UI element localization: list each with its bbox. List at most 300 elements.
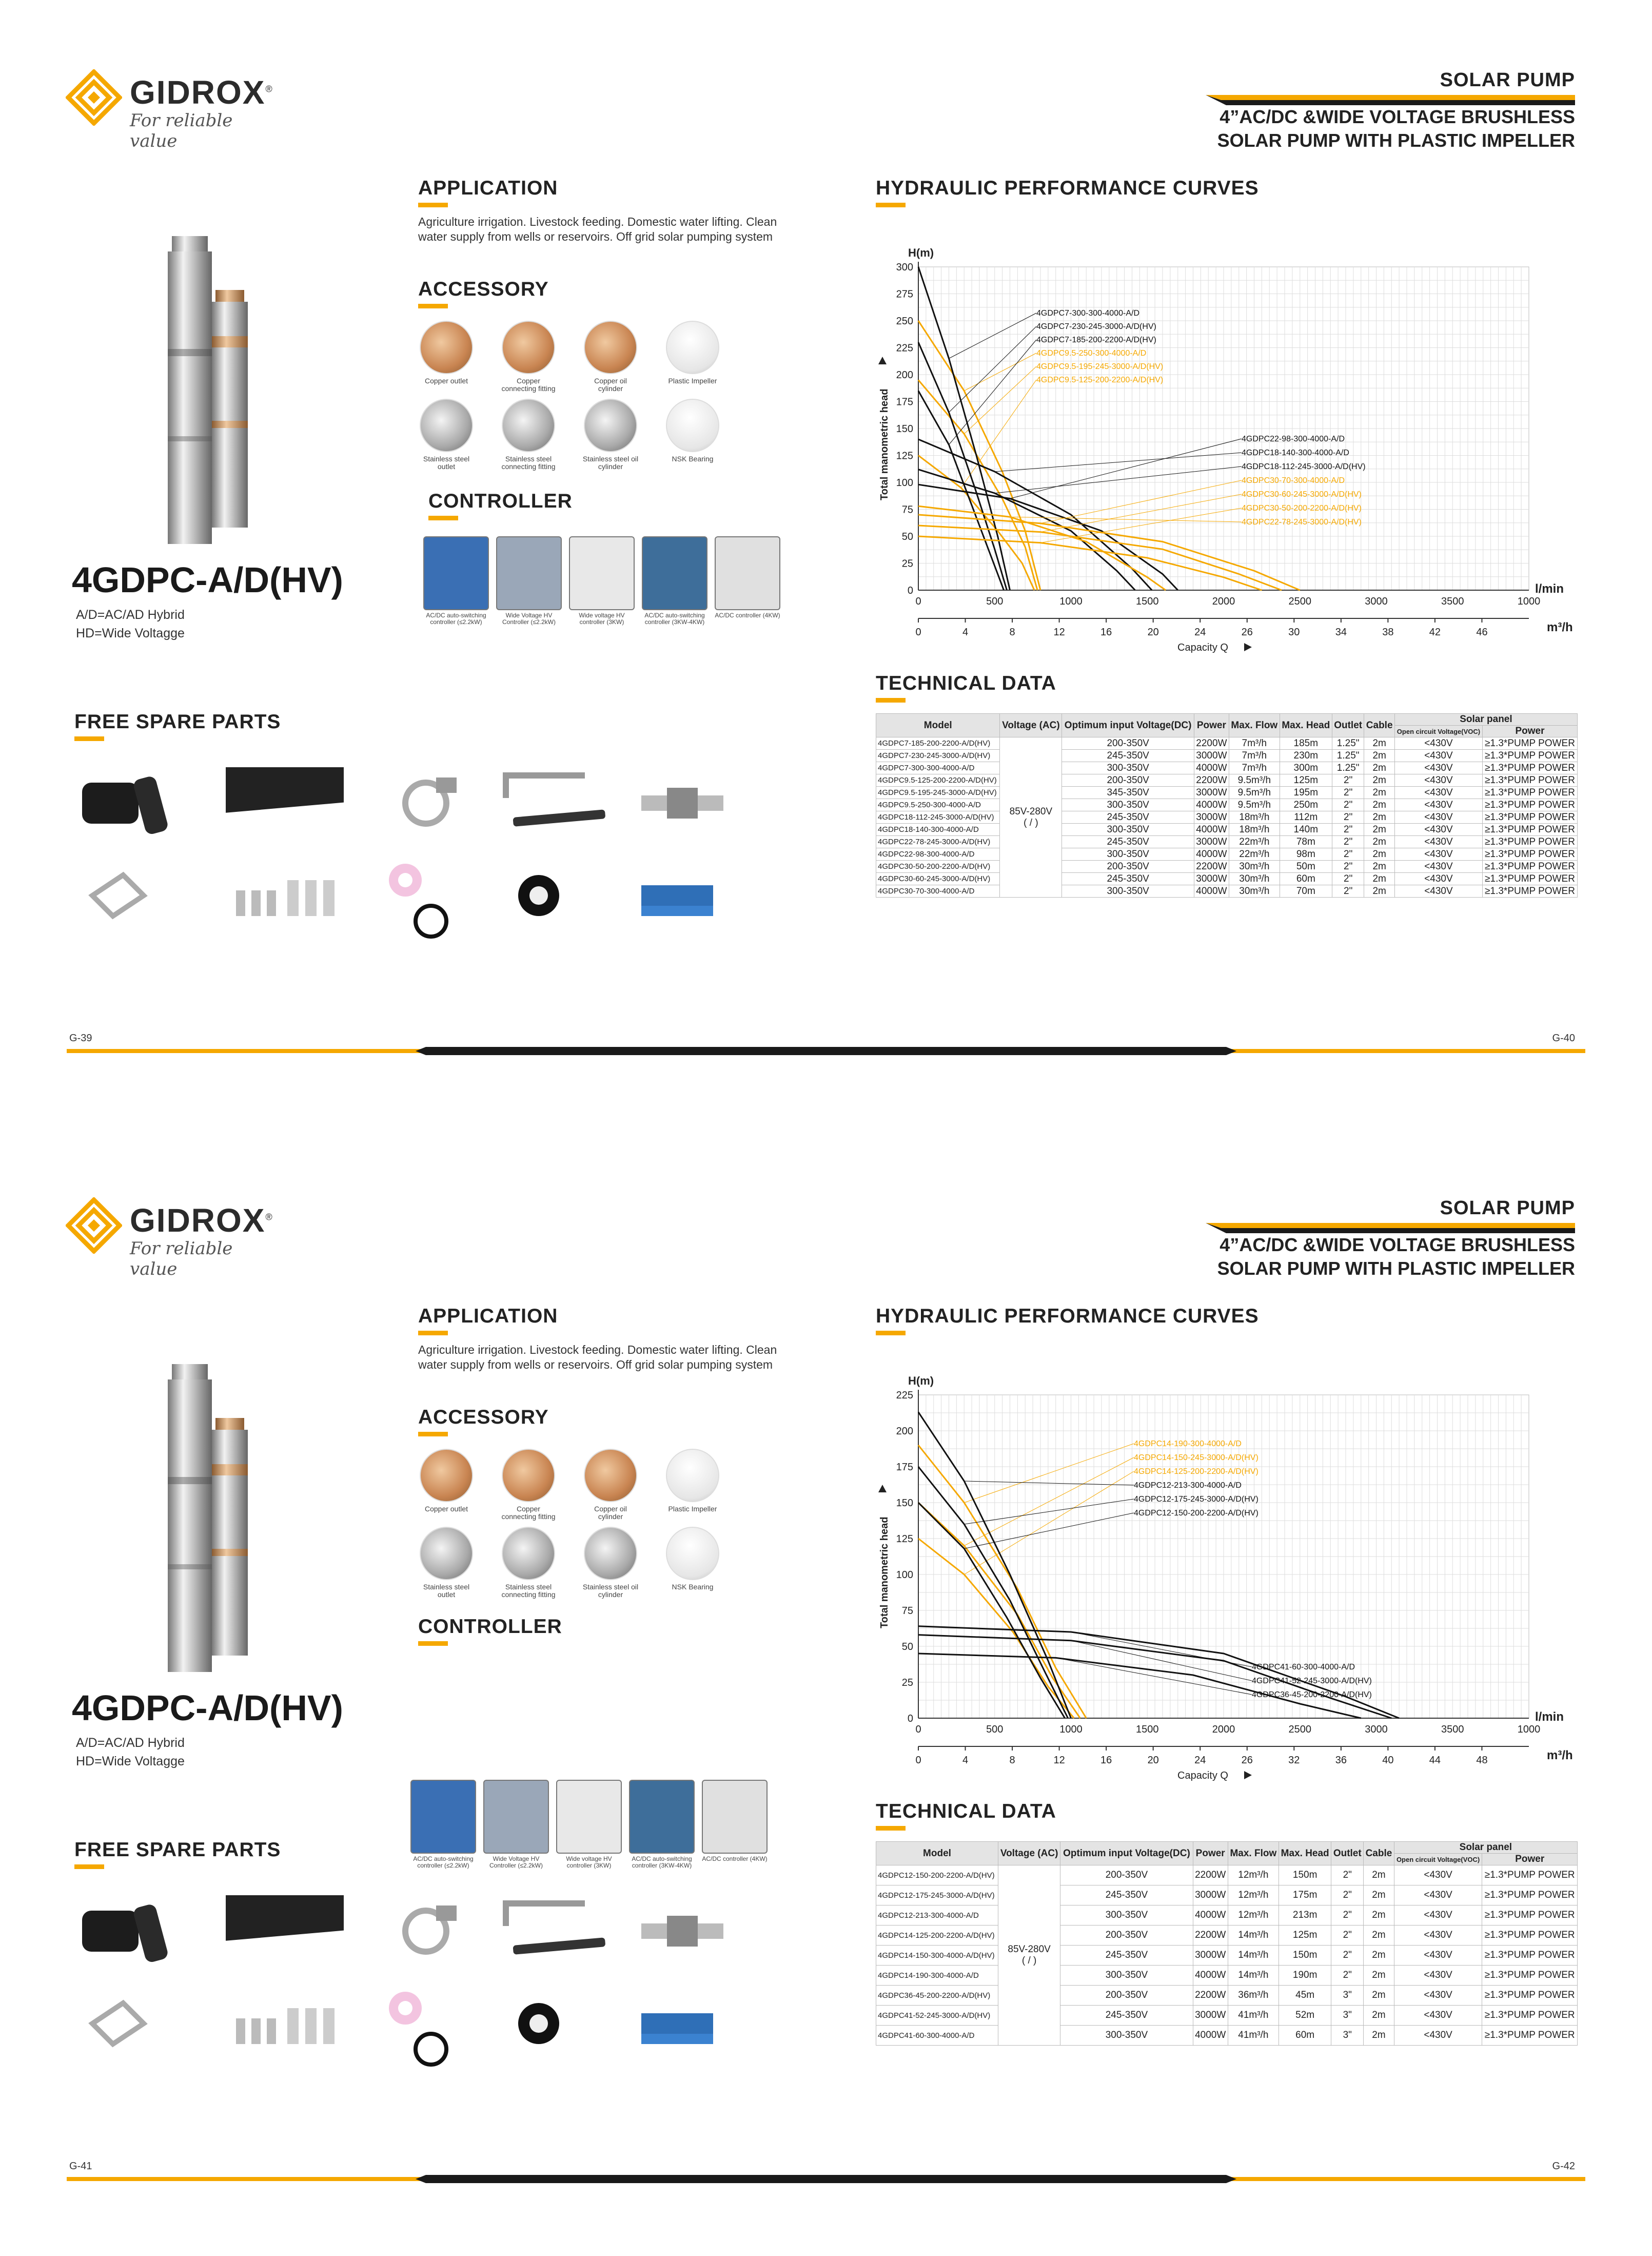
y-tick-label: 25 (901, 558, 913, 570)
heading-underline (876, 1331, 906, 1335)
col-model: Model (876, 1842, 998, 1865)
table-cell: 245-350V (1062, 873, 1194, 885)
table-cell: 195m (1280, 787, 1332, 799)
table-cell: 4GDPC9.5-125-200-2200-A/D(HV) (876, 774, 1000, 787)
accessory-icon (420, 399, 473, 452)
x-tick-label: 0 (915, 596, 921, 607)
controller-item (556, 1780, 622, 1869)
accessory-label: Copper outlet (424, 377, 468, 385)
table-cell: 200-350V (1060, 1865, 1193, 1885)
series-label: 4GDPC12-213-300-4000-A/D (1134, 1481, 1242, 1490)
table-cell: 2" (1331, 1865, 1364, 1885)
table-row (876, 1885, 1578, 1905)
table-cell: 213m (1279, 1905, 1331, 1926)
x2-tick-label: 42 (1429, 627, 1441, 638)
series-label: 4GDPC36-45-200-2200-A/D(HV) (1252, 1690, 1372, 1699)
y-tick-label: 200 (896, 369, 913, 381)
accessory-icon (502, 1527, 555, 1580)
col-cable: Cable (1364, 1842, 1394, 1865)
catalog-page-2 (0, 1128, 1652, 2256)
table-cell: ≥1.3*PUMP POWER (1482, 1946, 1578, 1966)
accessory-item (500, 1449, 557, 1521)
table-cell: <430V (1394, 774, 1482, 787)
heading-underline (418, 1432, 448, 1436)
spare-parts-image (72, 767, 739, 952)
table-cell: 185m (1280, 737, 1332, 750)
accessory-icon (666, 399, 719, 452)
product-subtitle: 4”AC/DC &WIDE VOLTAGE BRUSHLESS SOLAR PUMP WITH PLASTIC IMPELLER (1217, 1234, 1575, 1279)
accessory-heading: ACCESSORY (418, 1406, 549, 1428)
table-cell: 2" (1331, 1885, 1364, 1905)
table-cell: 30m³/h (1229, 873, 1280, 885)
table-cell: 14m³/h (1228, 1946, 1279, 1966)
table-cell: 4GDPC22-98-300-4000-A/D (876, 848, 1000, 861)
controller-item (715, 536, 780, 619)
col-head: Max. Head (1279, 1842, 1331, 1865)
table-cell: 41m³/h (1228, 2026, 1279, 2046)
table-cell: 2" (1332, 774, 1364, 787)
x-tick-label: 3000 (1365, 596, 1388, 607)
table-cell: 300-350V (1062, 848, 1194, 861)
series-label: 4GDPC30-70-300-4000-A/D (1242, 476, 1345, 485)
accessory-label: Copper oil cylinder (594, 377, 627, 393)
x2-tick-label: 26 (1241, 627, 1253, 638)
table-cell: 14m³/h (1228, 1966, 1279, 1986)
y-tick-label: 50 (901, 1641, 913, 1652)
table-cell: 175m (1279, 1885, 1331, 1905)
col-voltage: Voltage (AC) (1000, 714, 1062, 737)
x-tick-label: 3000 (1365, 1724, 1388, 1735)
table-cell: 200-350V (1060, 1926, 1193, 1946)
table-cell: 4GDPC18-112-245-3000-A/D(HV) (876, 811, 1000, 824)
heading-underline (418, 203, 448, 207)
table-cell: 60m (1280, 873, 1332, 885)
heading-underline (418, 1641, 448, 1646)
x2-tick-label: 20 (1147, 627, 1159, 638)
accessory-item (664, 321, 721, 385)
table-row (876, 750, 1578, 762)
controller-label: AC/DC auto-switching controller (3KW-4KW) (632, 1855, 692, 1869)
table-cell: ≥1.3*PUMP POWER (1483, 762, 1578, 774)
accessory-icon (666, 1527, 719, 1580)
series-label: 4GDPC9.5-195-245-3000-A/D(HV) (1036, 362, 1164, 371)
x-unit-label: l/min (1535, 582, 1564, 596)
heading-underline (428, 516, 458, 520)
table-cell: 14m³/h (1228, 1926, 1279, 1946)
table-cell: 4000W (1194, 824, 1229, 836)
table-cell: 4GDPC7-300-300-4000-A/D (876, 762, 1000, 774)
col-power: Power (1193, 1842, 1228, 1865)
table-cell: 52m (1279, 2006, 1331, 2026)
accessory-label: Stainless steel outlet (423, 455, 470, 471)
table-cell: ≥1.3*PUMP POWER (1482, 1926, 1578, 1946)
table-cell: 3" (1331, 2026, 1364, 2046)
table-cell: 12m³/h (1228, 1865, 1279, 1885)
table-cell: 70m (1280, 885, 1332, 898)
controller-label: AC/DC controller (4KW) (702, 1855, 768, 1862)
table-cell: ≥1.3*PUMP POWER (1483, 799, 1578, 811)
brand-logo (66, 1197, 281, 1279)
table-cell: ≥1.3*PUMP POWER (1483, 737, 1578, 750)
table-cell: 112m (1280, 811, 1332, 824)
table-cell: 2200W (1193, 1865, 1228, 1885)
y-tick-label: 25 (901, 1677, 913, 1688)
table-cell: 9.5m³/h (1229, 799, 1280, 811)
controller-label: AC/DC auto-switching controller (≤2.2kW) (413, 1855, 474, 1869)
table-cell: 2m (1364, 836, 1394, 848)
table-cell: 2m (1364, 737, 1394, 750)
table-cell: 4GDPC12-175-245-3000-A/D(HV) (876, 1885, 998, 1905)
insulation-tape-icon (518, 2003, 559, 2044)
y-tick-label: 175 (896, 1462, 913, 1473)
x2-tick-label: 36 (1335, 1755, 1347, 1766)
table-row (876, 885, 1578, 898)
accessory-label: Stainless steel connecting fitting (501, 455, 556, 471)
table-cell: <430V (1394, 1946, 1482, 1966)
x2-tick-label: 24 (1194, 627, 1206, 638)
x2-tick-label: 0 (915, 1755, 921, 1766)
controller-icon (410, 1780, 476, 1854)
table-cell: 4000W (1193, 2026, 1228, 2046)
y-tick-label: 150 (896, 423, 913, 435)
table-cell: 200-350V (1060, 1986, 1193, 2006)
col-power: Power (1194, 714, 1229, 737)
y-tick-label: 225 (896, 342, 913, 354)
series-label: 4GDPC22-78-245-3000-A/D(HV) (1242, 518, 1362, 527)
category-title: SOLAR PUMP (1440, 69, 1575, 91)
table-cell: 1.25" (1332, 762, 1364, 774)
seal-ring-icon (389, 864, 446, 937)
table-cell: 2m (1364, 1865, 1394, 1885)
accessory-item (582, 399, 639, 471)
accessory-item (500, 1527, 557, 1599)
accessory-label: Plastic Impeller (668, 377, 717, 385)
spare-parts-heading: FREE SPARE PARTS (74, 711, 281, 733)
accessory-label: Copper oil cylinder (594, 1505, 627, 1521)
capacity-label: Capacity Q (1177, 1770, 1228, 1781)
y-axis-title: Total manometric head (879, 388, 890, 500)
y-unit-label: H(m) (908, 1374, 934, 1387)
technical-data-table (876, 713, 1578, 898)
accessory-icon (502, 1449, 555, 1502)
application-text: Agriculture irrigation. Livestock feeding. Domestic water lifting. Clean water supply from wells or reservoirs. Off grid solar pumping system (418, 1343, 777, 1371)
model-name: 4GDPC-A/D(HV) (72, 1688, 343, 1728)
accessory-icon (666, 1449, 719, 1502)
x-tick-label: 500 (986, 596, 1004, 607)
x2-tick-label: 24 (1194, 1755, 1206, 1766)
controller-icon (569, 536, 635, 610)
page-number-right: G-40 (1552, 1033, 1575, 1044)
heat-shrink-tube-icon (226, 767, 344, 813)
controller-icon (556, 1780, 622, 1854)
footer-bar (67, 1047, 1585, 1055)
series-label: 4GDPC9.5-125-200-2200-A/D(HV) (1036, 376, 1164, 384)
table-cell: 2" (1332, 799, 1364, 811)
table-cell: 3" (1331, 1986, 1364, 2006)
table-cell: 2m (1364, 848, 1394, 861)
table-cell: ≥1.3*PUMP POWER (1483, 824, 1578, 836)
controller-icon (715, 536, 780, 610)
accessory-item (500, 321, 557, 393)
cable-sleeve-icon (82, 1903, 169, 1963)
brand-tagline: For reliable value (130, 110, 233, 151)
table-cell: 200-350V (1062, 774, 1194, 787)
y-tick-label: 75 (901, 504, 913, 516)
series-label: 4GDPC41-60-300-4000-A/D (1252, 1663, 1355, 1671)
table-cell: 78m (1280, 836, 1332, 848)
x-tick-label: 1000 (1059, 1724, 1083, 1735)
col-solar-panel: Solar panel (1394, 714, 1577, 726)
table-row (876, 873, 1578, 885)
series-label: 4GDPC12-150-200-2200-A/D(HV) (1134, 1509, 1258, 1518)
table-cell: <430V (1394, 2026, 1482, 2046)
table-cell: 2m (1364, 885, 1394, 898)
col-model: Model (876, 714, 1000, 737)
curves-heading: HYDRAULIC PERFORMANCE CURVES (876, 177, 1259, 199)
table-cell: 2m (1364, 1946, 1394, 1966)
table-cell: <430V (1394, 861, 1482, 873)
table-cell: 2" (1331, 1966, 1364, 1986)
table-row (876, 824, 1578, 836)
accessory-label: Copper outlet (424, 1505, 468, 1513)
controller-icon (629, 1780, 695, 1854)
accessory-icon (666, 321, 719, 374)
table-cell: 300-350V (1062, 885, 1194, 898)
x2-tick-label: 8 (1009, 1755, 1015, 1766)
spare-parts-heading: FREE SPARE PARTS (74, 1839, 281, 1861)
table-cell: 3000W (1194, 873, 1229, 885)
col-outlet: Outlet (1332, 714, 1364, 737)
insulation-tape-icon (518, 875, 559, 916)
y-tick-label: 125 (896, 450, 913, 462)
table-cell: ≥1.3*PUMP POWER (1483, 750, 1578, 762)
table-cell: <430V (1394, 873, 1482, 885)
x2-tick-label: 32 (1288, 1755, 1300, 1766)
x2-unit-label: m³/h (1547, 1748, 1573, 1762)
table-cell: 3000W (1194, 836, 1229, 848)
header-underline (1206, 1223, 1575, 1233)
col-voc: Open circuit Voltage(VOC) (1394, 726, 1482, 737)
table-row (876, 774, 1578, 787)
model-notes: A/D=AC/AD Hybrid HD=Wide Voltagge (76, 608, 185, 640)
table-cell: 245-350V (1060, 1946, 1193, 1966)
model-name: 4GDPC-A/D(HV) (72, 560, 343, 600)
accessory-item (418, 1449, 475, 1513)
x2-tick-label: 38 (1382, 627, 1394, 638)
technical-heading: TECHNICAL DATA (876, 1800, 1056, 1822)
table-cell: <430V (1394, 836, 1482, 848)
table-cell: 18m³/h (1229, 811, 1280, 824)
model-notes: A/D=AC/AD Hybrid HD=Wide Voltagge (76, 1736, 185, 1768)
table-row (876, 1966, 1578, 1986)
y-arrow-icon (878, 1485, 887, 1492)
accessory-item (418, 321, 475, 385)
table-cell: 245-350V (1062, 836, 1194, 848)
y-tick-label: 75 (901, 1605, 913, 1617)
table-cell: 150m (1279, 1946, 1331, 1966)
table-row (876, 799, 1578, 811)
accessory-item (500, 399, 557, 471)
table-cell: 2" (1331, 1926, 1364, 1946)
table-cell: ≥1.3*PUMP POWER (1482, 1966, 1578, 1986)
accessory-icon (584, 321, 637, 374)
table-cell: 4GDPC22-78-245-3000-A/D(HV) (876, 836, 1000, 848)
y-tick-label: 150 (896, 1497, 913, 1509)
brand-tagline: For reliable value (130, 1238, 233, 1279)
table-cell: 2m (1364, 2026, 1394, 2046)
table-cell: 2" (1332, 873, 1364, 885)
table-cell: 2m (1364, 787, 1394, 799)
brand-name: GIDROX® (130, 74, 273, 111)
heat-shrink-tube-icon (226, 1895, 344, 1941)
series-label: 4GDPC7-300-300-4000-A/D (1036, 309, 1139, 318)
brand-name: GIDROX® (130, 1202, 273, 1239)
table-cell: 2m (1364, 1885, 1394, 1905)
table-cell: <430V (1394, 762, 1482, 774)
header-underline (1206, 95, 1575, 105)
accessory-icon (584, 1527, 637, 1580)
accessory-icon (502, 399, 555, 452)
table-cell: ≥1.3*PUMP POWER (1483, 885, 1578, 898)
table-cell: 4000W (1194, 848, 1229, 861)
col-cable: Cable (1364, 714, 1394, 737)
table-cell: 3000W (1194, 787, 1229, 799)
gidrox-diamond-icon (66, 1197, 122, 1254)
table-cell: 2" (1332, 836, 1364, 848)
technical-heading: TECHNICAL DATA (876, 672, 1056, 694)
table-cell: <430V (1394, 737, 1482, 750)
table-cell: 150m (1279, 1865, 1331, 1885)
col-optimum: Optimum input Voltage(DC) (1060, 1842, 1193, 1865)
x2-tick-label: 16 (1100, 627, 1112, 638)
series-label: 4GDPC14-125-200-2200-A/D(HV) (1134, 1467, 1258, 1476)
heading-underline (876, 1826, 906, 1831)
controller-icon (496, 536, 562, 610)
hose-clamp-icon (405, 777, 457, 824)
x2-tick-label: 12 (1053, 627, 1065, 638)
y-tick-label: 175 (896, 396, 913, 408)
table-cell: 12m³/h (1228, 1885, 1279, 1905)
table-cell: 2" (1331, 1946, 1364, 1966)
series-label: 4GDPC22-98-300-4000-A/D (1242, 435, 1345, 443)
application-heading: APPLICATION (418, 1305, 558, 1327)
table-cell: 3000W (1194, 750, 1229, 762)
table-row (876, 1905, 1578, 1926)
table-cell: 4GDPC18-140-300-4000-A/D (876, 824, 1000, 836)
lifting-hook-icon (92, 2003, 144, 2044)
accessory-item (582, 1527, 639, 1599)
table-cell: ≥1.3*PUMP POWER (1483, 836, 1578, 848)
table-cell: 4GDPC36-45-200-2200-A/D(HV) (876, 1986, 998, 2006)
table-cell: 4GDPC30-70-300-4000-A/D (876, 885, 1000, 898)
x-tick-label: 2500 (1288, 596, 1311, 607)
x2-tick-label: 16 (1100, 1755, 1112, 1766)
y-tick-label: 225 (896, 1390, 913, 1401)
table-cell: 2" (1332, 885, 1364, 898)
table-row (876, 787, 1578, 799)
x-tick-label: 1000 (1517, 596, 1541, 607)
hose-clamp-icon (405, 1905, 457, 1952)
accessory-item (664, 399, 721, 463)
table-cell: 98m (1280, 848, 1332, 861)
table-cell: 4GDPC41-60-300-4000-A/D (876, 2026, 998, 2046)
accessory-item (664, 1527, 721, 1591)
x-tick-label: 1000 (1517, 1724, 1541, 1735)
controller-item (496, 536, 562, 626)
table-cell: <430V (1394, 885, 1482, 898)
table-cell: 300-350V (1062, 762, 1194, 774)
controller-icon (483, 1780, 549, 1854)
accessory-label: Stainless steel oil cylinder (582, 455, 639, 471)
y-tick-label: 275 (896, 288, 913, 300)
table-cell: <430V (1394, 1966, 1482, 1986)
table-cell: 300-350V (1062, 799, 1194, 811)
accessory-heading: ACCESSORY (418, 278, 549, 300)
accessory-label: Stainless steel oil cylinder (582, 1583, 639, 1599)
table-cell: 36m³/h (1228, 1986, 1279, 2006)
voltage-ac-cell: 85V-280V ( / ) (998, 1865, 1060, 2046)
x2-unit-label: m³/h (1547, 620, 1573, 634)
controller-item (629, 1780, 695, 1869)
accessory-item (582, 1449, 639, 1521)
table-row (876, 848, 1578, 861)
table-cell: 2" (1331, 1905, 1364, 1926)
table-cell: 2m (1364, 1966, 1394, 1986)
x-tick-label: 2500 (1288, 1724, 1311, 1735)
table-cell: 2m (1364, 824, 1394, 836)
table-cell: 4GDPC30-60-245-3000-A/D(HV) (876, 873, 1000, 885)
series-label: 4GDPC7-185-200-2200-A/D(HV) (1036, 336, 1156, 344)
table-cell: 2" (1332, 811, 1364, 824)
table-cell: 4GDPC14-125-200-2200-A/D(HV) (876, 1926, 998, 1946)
table-cell: 4000W (1194, 762, 1229, 774)
table-cell: 230m (1280, 750, 1332, 762)
table-cell: 2200W (1194, 737, 1229, 750)
controller-label: Wide Voltage HV Controller (≤2.2kW) (489, 1855, 543, 1869)
table-cell: 2m (1364, 2006, 1394, 2026)
controller-label: AC/DC auto-switching controller (3KW-4KW) (644, 612, 705, 626)
table-cell: 2200W (1194, 861, 1229, 873)
table-cell: 3000W (1193, 1946, 1228, 1966)
table-cell: 3" (1331, 2006, 1364, 2026)
table-cell: 300-350V (1060, 1966, 1193, 1986)
table-cell: <430V (1394, 750, 1482, 762)
table-cell: 245-350V (1062, 811, 1194, 824)
table-cell: 30m³/h (1229, 861, 1280, 873)
y-arrow-icon (878, 357, 887, 364)
table-cell: 4GDPC14-190-300-4000-A/D (876, 1966, 998, 1986)
table-cell: 4000W (1194, 885, 1229, 898)
pump-product-image (110, 216, 280, 544)
hex-key-icon (503, 772, 605, 827)
accessory-item (582, 321, 639, 393)
table-cell: 2m (1364, 1926, 1394, 1946)
table-cell: ≥1.3*PUMP POWER (1483, 861, 1578, 873)
table-cell: <430V (1394, 799, 1482, 811)
table-cell: 2m (1364, 750, 1394, 762)
page-number-left: G-39 (69, 1033, 92, 1044)
pump-product-image (110, 1344, 280, 1672)
controller-item (483, 1780, 549, 1869)
x-tick-label: 2000 (1212, 596, 1235, 607)
x2-tick-label: 4 (962, 1755, 969, 1766)
capacity-arrow-icon (1244, 1771, 1252, 1779)
x2-tick-label: 40 (1382, 1755, 1394, 1766)
table-cell: 2m (1364, 811, 1394, 824)
table-cell: 4GDPC41-52-245-3000-A/D(HV) (876, 2006, 998, 2026)
table-cell: 45m (1279, 1986, 1331, 2006)
x2-tick-label: 8 (1009, 627, 1015, 638)
